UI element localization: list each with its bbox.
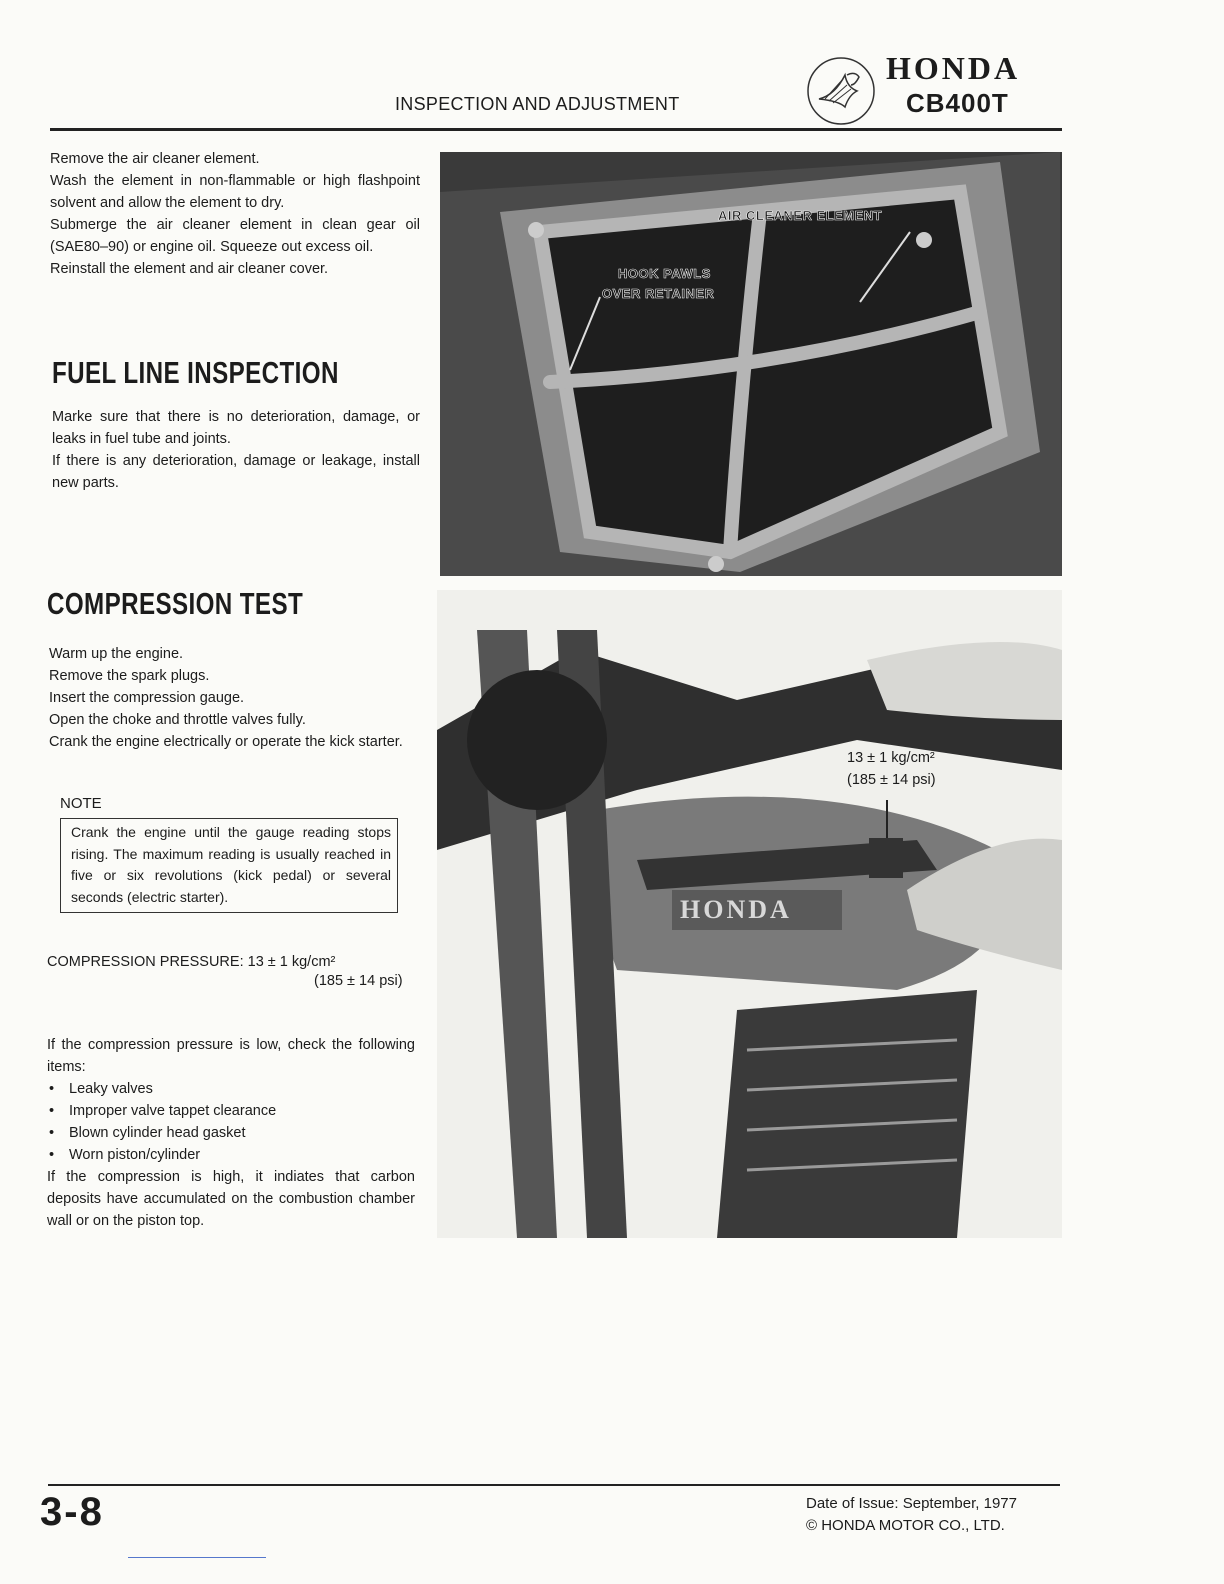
spec-value-psi: (185 ± 14 psi) [314,973,403,989]
compression-step: Warm up the engine. [49,646,184,662]
fuel-line-heading: FUEL LINE INSPECTION [52,355,339,390]
note-label: NOTE [60,795,102,812]
air-cleaner-text [50,148,420,280]
low-intro: If the compression pressure is low, check the following items: [47,1037,415,1075]
fuel-line-line: If there is any deterioration, damage or leakage, install new parts. [52,453,420,491]
compression-step: Remove the spark plugs. [49,668,210,684]
air-cleaner-line: Remove the air cleaner element. [50,151,260,167]
compression-heading: COMPRESSION TEST [47,586,304,621]
date-of-issue: Date of Issue: September, 1977 [806,1495,1017,1512]
list-item: • Blown cylinder head gasket [47,1122,415,1144]
compression-steps [49,643,417,753]
list-item: • Leaky valves [47,1078,415,1100]
fuel-line-line: Marke sure that there is no deterioration, damage, or leaks in fuel tube and joints. [52,409,420,447]
air-cleaner-photo [440,152,1062,576]
footer-rule [48,1484,1060,1486]
compression-step: Insert the compression gauge. [49,690,245,706]
model-name: CB400T [906,88,1009,118]
brand-name: HONDA [886,50,1021,86]
compression-spec [47,954,335,970]
hook-pawls-label: HOOK PAWLS [618,266,711,281]
low-compression-section [47,1034,415,1232]
copyright: © HONDA MOTOR CO., LTD. [806,1517,1005,1534]
section-title: INSPECTION AND ADJUSTMENT [395,94,680,114]
gauge-reading-psi: (185 ± 14 psi) [847,772,936,788]
air-cleaner-element-label: AIR CLEANER ELEMENT [718,208,883,223]
list-item: • Worn piston/cylinder [47,1144,415,1166]
footer-info [806,1493,1017,1537]
header-rule [50,128,1062,131]
high-text: If the compression is high, it indiates that carbon deposits have accumulated on the combustion chamber wall or on the piston top. [47,1169,415,1229]
gauge-reading-kg: 13 ± 1 kg/cm² [847,750,935,766]
spec-label: COMPRESSION PRESSURE: [47,954,244,970]
note-box [60,818,398,913]
low-items-list [47,1078,415,1166]
over-retainer-label: OVER RETAINER [602,286,715,301]
note-text: Crank the engine until the gauge reading stops rising. The maximum reading is usually reached in five or six revolutions (kick pedal) or several seconds (electric starter). [71,824,391,905]
page-number: 3-8 [40,1490,104,1534]
air-cleaner-line: Wash the element in non-flammable or high flashpoint solvent and allow the element to dry. [50,173,420,211]
air-cleaner-line: Submerge the air cleaner element in clean gear oil (SAE80–90) or engine oil. Squeeze out excess oil. [50,217,420,255]
honda-wing-logo-icon [805,55,877,127]
compression-step: Crank the engine electrically or operate the kick starter. [49,734,403,750]
tank-brand-label: HONDA [680,895,792,924]
link-underline [128,1557,266,1558]
list-item: • Improper valve tappet clearance [47,1100,415,1122]
air-cleaner-line: Reinstall the element and air cleaner cover. [50,261,329,277]
compression-gauge-photo [437,590,1062,1238]
compression-step: Open the choke and throttle valves fully. [49,712,306,728]
fuel-line-text [52,406,420,494]
spec-value: 13 ± 1 kg/cm² [247,954,336,970]
